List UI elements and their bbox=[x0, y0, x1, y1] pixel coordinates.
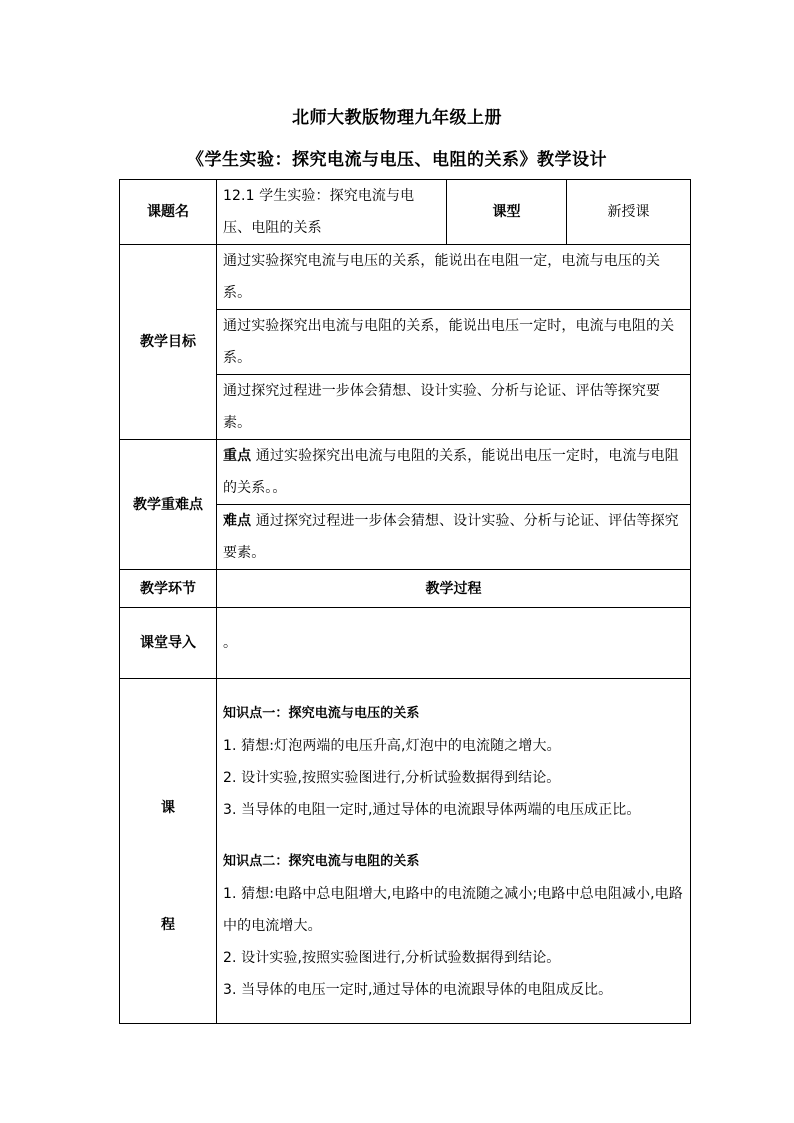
lesson-plan-table bbox=[119, 179, 691, 1024]
objectives-label: 教学目标 bbox=[120, 245, 217, 440]
lesson-type-value: 新授课 bbox=[567, 180, 691, 245]
lesson-type-label: 课型 bbox=[447, 180, 567, 245]
intro-label: 课堂导入 bbox=[120, 608, 217, 679]
process-header-row bbox=[120, 570, 691, 608]
process-header: 教学过程 bbox=[217, 570, 691, 608]
lesson-stage-label bbox=[120, 679, 217, 1024]
lesson-label-top: 课 bbox=[161, 800, 175, 816]
knowledge-point-title: 知识点一：探究电流与电压的关系 bbox=[223, 706, 420, 721]
lesson-content bbox=[217, 679, 691, 1024]
stage-header: 教学环节 bbox=[120, 570, 217, 608]
topic-value: 12.1 学生实验：探究电流与电压、电阻的关系 bbox=[217, 180, 447, 245]
key-points-label: 教学重难点 bbox=[120, 440, 217, 570]
topic-row bbox=[120, 180, 691, 245]
knowledge-point-item: 1. 猜想:电路中总电阻增大,电路中的电流随之减小;电路中总电阻减小,电路中的电流增大。 bbox=[223, 886, 683, 934]
document-title: 北师大教版物理九年级上册 bbox=[292, 108, 502, 128]
spacer bbox=[223, 826, 684, 846]
key-point-label: 重点 bbox=[223, 448, 252, 464]
knowledge-point-item: 1. 猜想:灯泡两端的电压升高,灯泡中的电流随之增大。 bbox=[223, 738, 561, 754]
knowledge-point-item: 3. 当导体的电阻一定时,通过导体的电流跟导体两端的电压成正比。 bbox=[223, 802, 641, 818]
difficult-point-label: 难点 bbox=[223, 513, 252, 529]
knowledge-point-item: 3. 当导体的电压一定时,通过导体的电流跟导体的电阻成反比。 bbox=[223, 982, 613, 998]
knowledge-point-item: 2. 设计实验,按照实验图进行,分析试验数据得到结论。 bbox=[223, 950, 561, 966]
intro-row bbox=[120, 608, 691, 679]
document-subtitle: 《学生实验：探究电流与电压、电阻的关系》教学设计 bbox=[187, 150, 607, 170]
key-point-row bbox=[120, 440, 691, 505]
objective-item: 通过探究过程进一步体会猜想、设计实验、分析与论证、评估等探究要素。 bbox=[217, 375, 691, 440]
key-point-text: 通过实验探究出电流与电阻的关系，能说出电压一定时，电流与电阻的关系。。 bbox=[223, 448, 679, 496]
objective-row bbox=[120, 245, 691, 310]
knowledge-point-title: 知识点二：探究电流与电阻的关系 bbox=[223, 854, 420, 869]
intro-text: 。 bbox=[217, 608, 691, 679]
objective-item: 通过实验探究出电流与电阻的关系，能说出电压一定时，电流与电阻的关系。 bbox=[217, 310, 691, 375]
lesson-label-bottom: 程 bbox=[161, 917, 175, 933]
key-point-cell bbox=[217, 440, 691, 505]
difficult-point-text: 通过探究过程进一步体会猜想、设计实验、分析与论证、评估等探究要素。 bbox=[223, 513, 679, 561]
lesson-body-row bbox=[120, 679, 691, 1024]
objective-item: 通过实验探究电流与电压的关系，能说出在电阻一定，电流与电压的关系。 bbox=[217, 245, 691, 310]
knowledge-point-item: 2. 设计实验,按照实验图进行,分析试验数据得到结论。 bbox=[223, 770, 561, 786]
topic-label: 课题名 bbox=[120, 180, 217, 245]
difficult-point-cell bbox=[217, 505, 691, 570]
